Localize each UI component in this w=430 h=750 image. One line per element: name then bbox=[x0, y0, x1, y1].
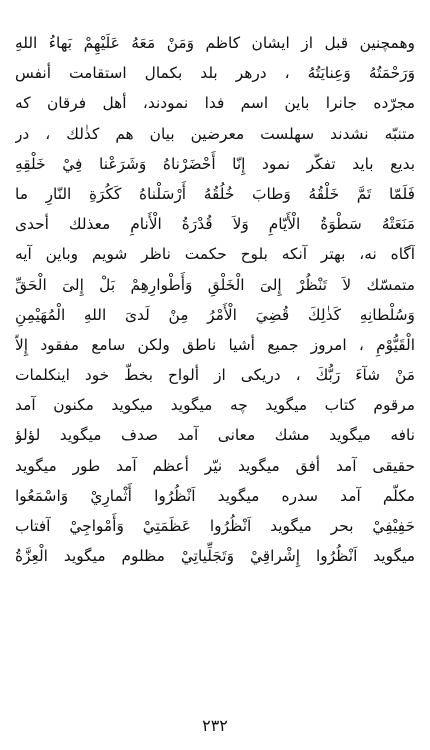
text-line: مَنَعَتْهُ سَطْوَةُ الْأَيّامِ وَلاَ قُدْرَةُ الْأَنامِ معذلك أحدى bbox=[15, 215, 415, 234]
text-line: متنبّه نشدند سهلست معرضين بيان هم كذٰلك ، در bbox=[15, 124, 415, 143]
text-line: بديع بايد تفكّر نمود إِنّا أَحْضَرْناهُ وَشَرَعْنا فِيْ خَلْقِهِ bbox=[15, 154, 415, 173]
body-text bbox=[15, 28, 415, 571]
text-line: حَفِيْفِيْ بحر ميگويد اَنْظُرُوا عَظَمَتِيْ وَأَمْواجِيْ آفتاب bbox=[15, 517, 415, 535]
text-line: وهمچنين قبل از ايشان كاظم وَمَنْ مَعَهُ عَلَيْهِمْ بَهاءُ اللهِ bbox=[15, 34, 415, 52]
text-line: مكلّم آمد سدره ميگويد اَنْظُرُوا أَثْمارِيْ وَاسْمَعُوا bbox=[15, 486, 415, 505]
text-line: مرقوم كتاب ميگويد چه ميگويد ميكويد مكنون آمد bbox=[15, 396, 415, 415]
text-line: مجرّده جانرا باين اسم فدا نمودند، أهل فرقان كه bbox=[15, 94, 415, 113]
page-number: ۲۳۲ bbox=[202, 716, 228, 735]
text-line: نافه ميگويد مشك معانى آمد صدف ميگويد لؤلؤ bbox=[15, 426, 415, 445]
text-line: حقيقى آمد أفق ميگويد نيّر أعظم آمد طور ميگويد bbox=[15, 456, 415, 475]
text-line: متمسّك لاَ تَنْظُرْ إِلىَ الْخَلْقِ وَأَطْوارِهِمْ بَلْ إِلىَ الْحَقِّ bbox=[15, 275, 415, 294]
text-line: الْقَيُّوْمِ ، امروز جميع أشيا ناطق ولكن سامع مفقود إِلاّ bbox=[15, 335, 415, 354]
text-line: مَنْ شآءَ رَبُّكَ ، دريكى از ألواح بخطّ خود اينكلمات bbox=[15, 366, 415, 385]
text-line: آگاه نه، بهتر آنكه بلوح حكمت ناظر شويم وباين آيه bbox=[15, 245, 415, 264]
text-line: ميگويد اَنْظُرُوا إِشْراقِيْ وَتَجَلِّياتِيْ مظلوم ميگويد الْعِزَّةُ bbox=[15, 547, 415, 566]
text-line: وَسُلْطانِهِ كَذٰلِكَ قُضِيَ الْأَمْرُ مِنْ لَدىَ اللهِ الْمُهَيْمِنِ bbox=[15, 305, 415, 324]
text-line: وَرَحْمَتُهُ وَعِنايَتُهُ ، درهر بلد بكمال استقامت أنفس bbox=[15, 64, 415, 83]
text-line: فَلَمّا تَمَّ خَلْقُهُ وَطابَ خُلُقُهُ أَرْسَلْناهُ كَكُرَةِ النّارِ ما bbox=[15, 184, 415, 203]
